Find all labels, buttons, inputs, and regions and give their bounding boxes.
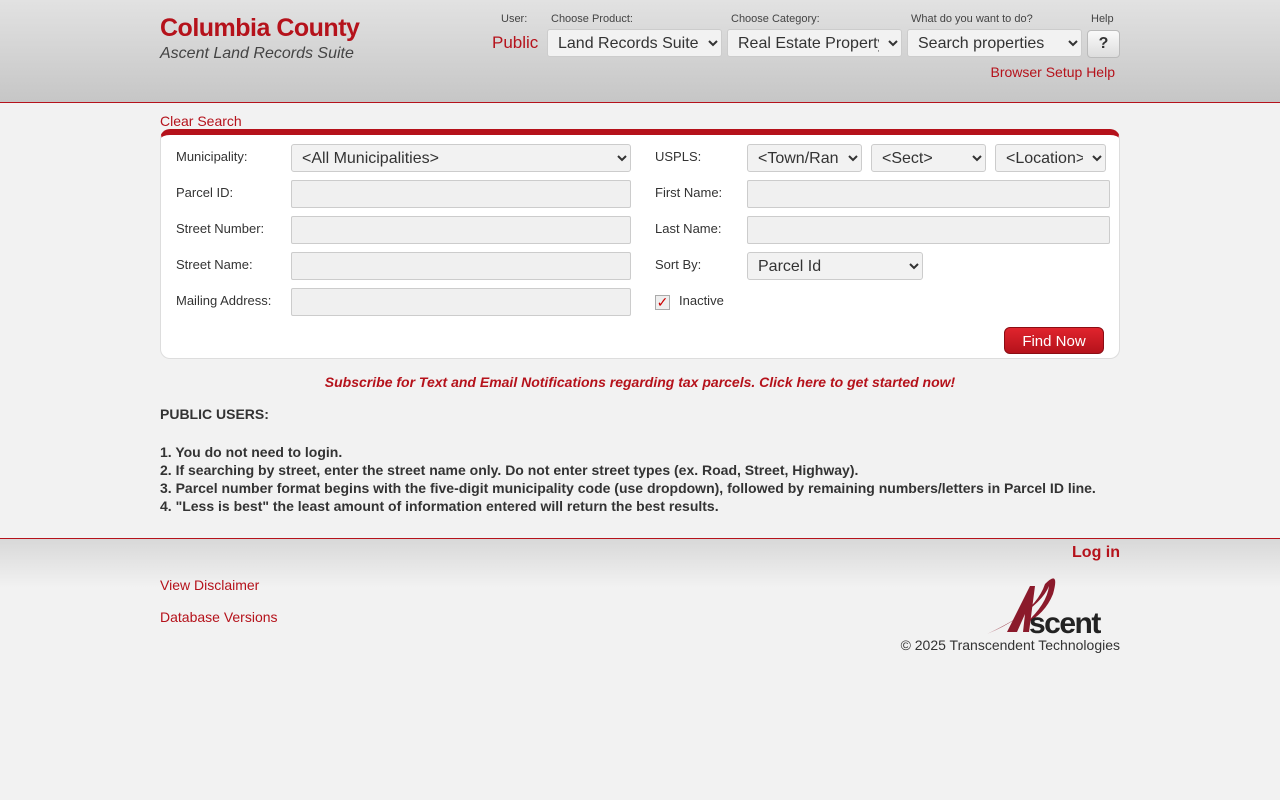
section-select[interactable] xyxy=(871,144,986,172)
suite-subtitle: Ascent Land Records Suite xyxy=(160,45,354,62)
county-title: Columbia County xyxy=(160,14,360,42)
street-number-input[interactable] xyxy=(291,216,631,244)
browser-setup-help-link[interactable]: Browser Setup Help xyxy=(990,64,1115,80)
help-button[interactable]: ? xyxy=(1087,30,1120,58)
first-name-input[interactable] xyxy=(747,180,1110,208)
last-name-label: Last Name: xyxy=(655,221,722,236)
public-users-heading: PUBLIC USERS: xyxy=(160,406,269,422)
municipality-label: Municipality: xyxy=(176,149,248,164)
sort-by-select[interactable] xyxy=(747,252,923,280)
copyright: © 2025 Transcendent Technologies xyxy=(900,637,1120,653)
note-item: 4. "Less is best" the least amount of information entered will return the best results. xyxy=(160,498,719,514)
view-disclaimer-link[interactable]: View Disclaimer xyxy=(160,577,260,593)
action-label: What do you want to do? xyxy=(911,13,1033,25)
municipality-select[interactable] xyxy=(291,144,631,172)
user-value: Public xyxy=(492,33,539,52)
note-item: 2. If searching by street, enter the street name only. Do not enter street types (ex. Road, Street, Highway). xyxy=(160,462,859,478)
product-select[interactable] xyxy=(547,29,722,57)
mailing-address-input[interactable] xyxy=(291,288,631,316)
clear-search-link[interactable]: Clear Search xyxy=(160,113,242,129)
note-item: 1. You do not need to login. xyxy=(160,444,343,460)
category-select[interactable] xyxy=(727,29,902,57)
parcel-id-label: Parcel ID: xyxy=(176,185,234,200)
ascent-logo xyxy=(985,574,1121,641)
parcel-id-input[interactable] xyxy=(291,180,631,208)
help-label: Help xyxy=(1091,13,1114,25)
action-select[interactable] xyxy=(907,29,1082,57)
login-link[interactable]: Log in xyxy=(1072,544,1120,561)
sort-by-label: Sort By: xyxy=(655,257,702,272)
header xyxy=(0,0,1280,103)
note-item: 3. Parcel number format begins with the five-digit municipality code (use dropdown), followed by remaining numbers/letters in Parcel ID line. xyxy=(160,480,1096,496)
location-select[interactable] xyxy=(995,144,1106,172)
first-name-label: First Name: xyxy=(655,185,723,200)
database-versions-link[interactable]: Database Versions xyxy=(160,609,278,625)
street-number-label: Street Number: xyxy=(176,221,265,236)
user-label: User: xyxy=(501,13,528,25)
street-name-input[interactable] xyxy=(291,252,631,280)
uspls-label: USPLS: xyxy=(655,149,702,164)
find-now-button[interactable]: Find Now xyxy=(1004,327,1104,354)
street-name-label: Street Name: xyxy=(176,257,253,272)
search-panel xyxy=(160,129,1120,359)
category-label: Choose Category: xyxy=(731,13,820,25)
inactive-label: Inactive xyxy=(679,293,724,308)
inactive-checkbox[interactable]: ✓ xyxy=(656,294,669,310)
town-range-select[interactable] xyxy=(747,144,862,172)
subscribe-link[interactable]: Subscribe for Text and Email Notifications regarding tax parcels. Click here to get started now! xyxy=(324,374,956,390)
product-label: Choose Product: xyxy=(551,13,633,25)
mailing-address-label: Mailing Address: xyxy=(176,293,272,308)
last-name-input[interactable] xyxy=(747,216,1110,244)
svg-text:scent: scent xyxy=(1029,607,1100,636)
notes-list xyxy=(160,443,1096,515)
